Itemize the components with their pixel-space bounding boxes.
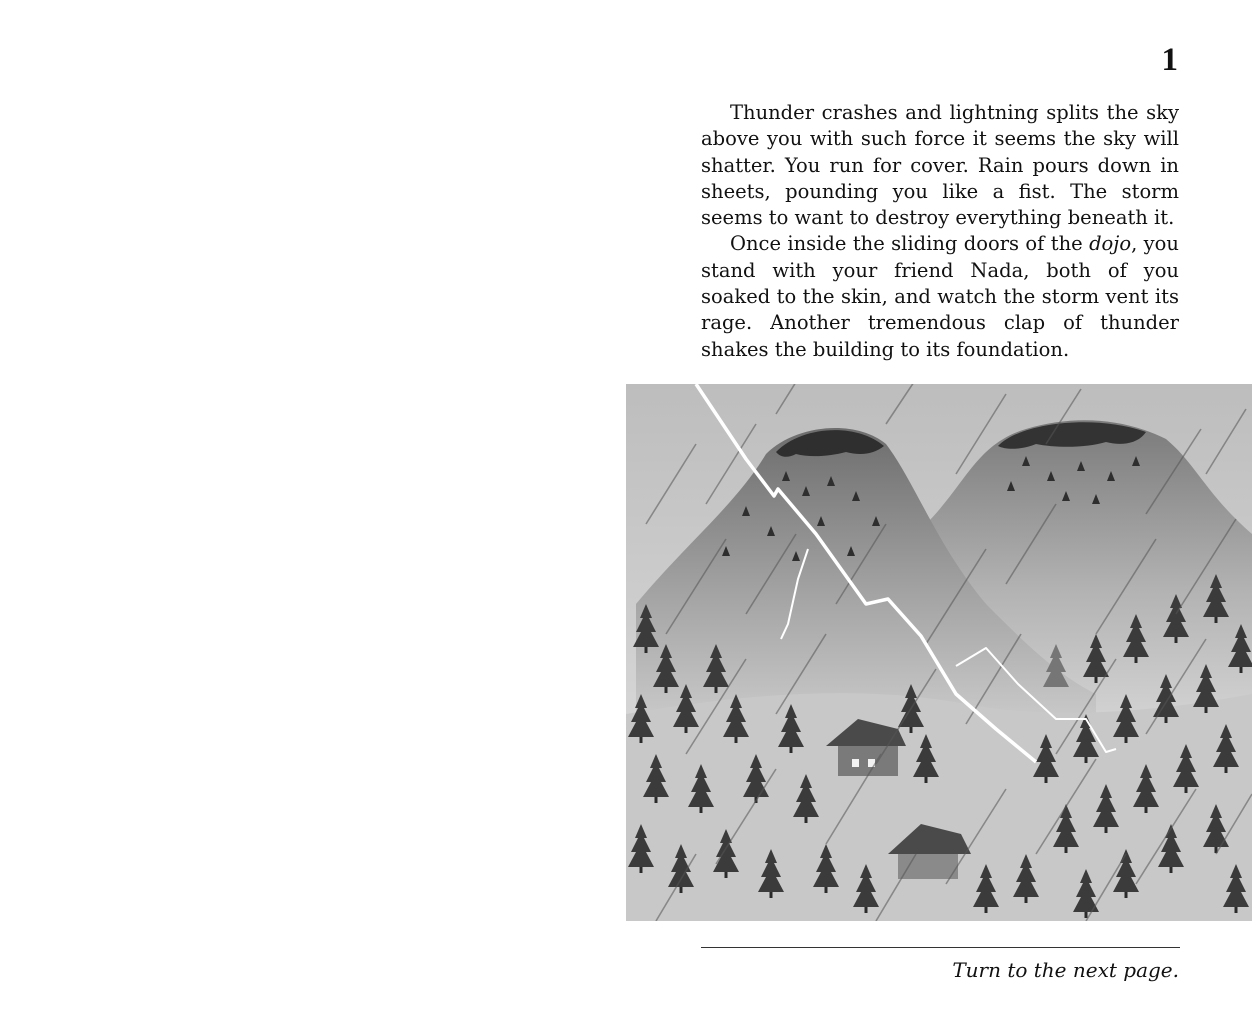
paragraph-2-end: , you stand with your friend Nada, both of you soaked to the skin, and watch the storm vent its rage. Another tremendous clap of thunder shakes the building to its foundation.: [701, 232, 1179, 361]
storm-illustration: [626, 384, 1252, 921]
page-number: 1: [1161, 42, 1178, 78]
paragraph-1: Thunder crashes and lightning splits the sky above you with such force it seems the sky will shatter. You run for cover. Rain pours down in sheets, pounding you like a fist. The storm seems to want to destroy everything beneath it.: [701, 101, 1179, 230]
next-page-instruction: Turn to the next page.: [952, 958, 1179, 982]
story-text: [701, 100, 1179, 363]
paragraph-2-start: Once inside the sliding doors of the: [730, 232, 1090, 256]
dojo-term: dojo: [1089, 232, 1132, 256]
footer-rule: [701, 947, 1180, 948]
paragraph-2: [701, 231, 1179, 362]
